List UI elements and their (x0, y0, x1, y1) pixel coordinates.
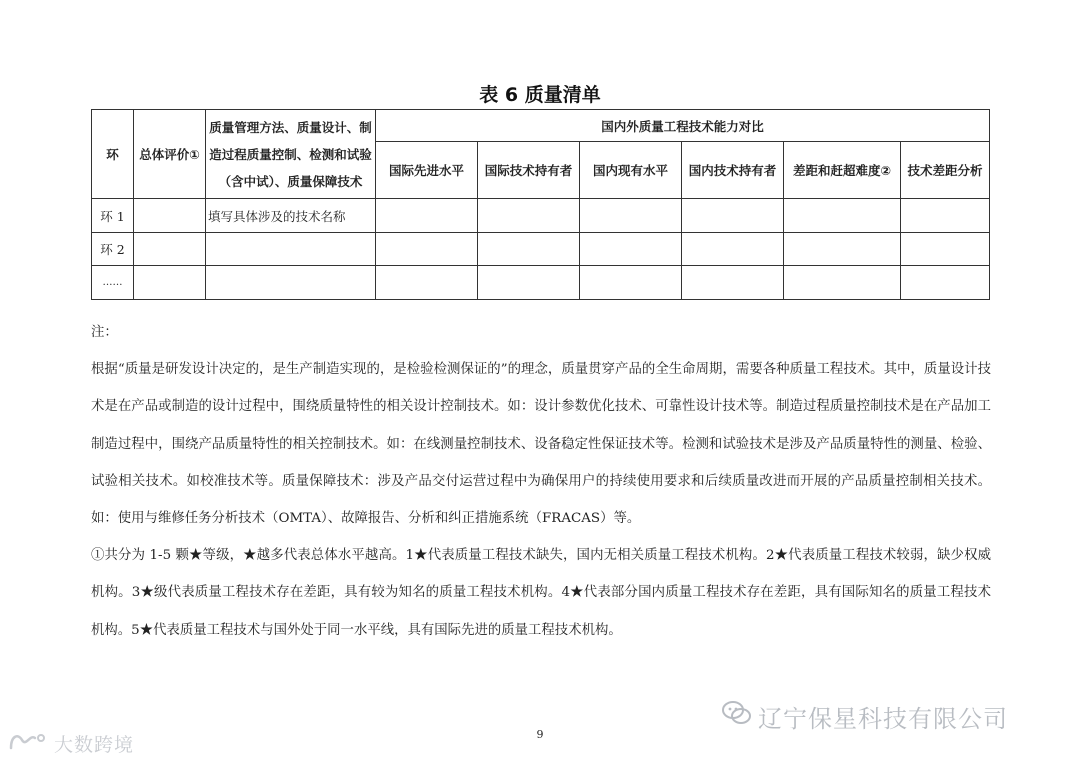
table-cell (784, 199, 901, 232)
table-cell (901, 265, 990, 299)
row-label: 环 2 (92, 232, 134, 265)
notes-paragraph-1: 根据“质量是研发设计决定的，是生产制造实现的，是检验检测保证的”的理念，质量贯穿产品的全生命周期，需要各种质量工程技术。其中，质量设计技术是在产品或制造的设计过程中，围绕质量特性的相关设计控制技术。如：设计参数优化技术、可靠性设计技术等。制造过程质量控制技术是在产品加工制造过程中，围绕产品质量特性的相关控制技术。如：在线测量控制技术、设备稳定性保证技术等。检测和试验技术是涉及产品质量特性的测量、检验、试验相关技术。如校准技术等。质量保障技术：涉及产品交付运营过程中为确保用户的持续使用要求和后续质量改进而开展的产品质量控制相关技术。如：使用与维修任务分析技术（OMTA）、故障报告、分析和纠正措施系统（FRACAS）等。 (91, 362, 991, 527)
table-cell (901, 199, 990, 232)
table-cell (206, 265, 376, 299)
notes-section (91, 314, 991, 649)
header-methods-line-2: 造过程质量控制、检测和试验 (209, 146, 372, 162)
quality-list-table (91, 109, 990, 300)
header-domestic-tech-holder: 国内技术持有者 (682, 142, 784, 199)
table-cell (376, 232, 478, 265)
table-cell (134, 199, 206, 232)
table-cell (206, 232, 376, 265)
wechat-icon (722, 700, 752, 732)
table-cell (784, 265, 901, 299)
table-cell (784, 232, 901, 265)
header-methods-line-1: 质量管理方法、质量设计、制 (209, 119, 372, 135)
brand-logo-icon (8, 730, 48, 757)
notes-paragraph-2: ①共分为 1-5 颗★等级，★越多代表总体水平越高。1★代表质量工程技术缺失，国内无相关质量工程技术机构。2★代表质量工程技术较弱，缺少权威机构。3★级代表质量工程技术存在差距，具有较为知名的质量工程技术机构。4★代表部分国内质量工程技术存在差距，具有国际知名的质量工程技术机构。5★代表质量工程技术与国外处于同一水平线，具有国际先进的质量工程技术机构。 (91, 548, 991, 638)
header-methods (206, 110, 376, 199)
notes-heading: 注： (91, 325, 118, 340)
table-cell (134, 265, 206, 299)
table-cell (580, 265, 682, 299)
header-domestic-level: 国内现有水平 (580, 142, 682, 199)
header-gap-difficulty: 差距和赶超难度② (784, 142, 901, 199)
header-intl-tech-holder: 国际技术持有者 (478, 142, 580, 199)
table-cell (478, 199, 580, 232)
table-cell (134, 232, 206, 265)
table-title: 表 6 质量清单 (479, 84, 601, 106)
table-cell: 填写具体涉及的技术名称 (206, 199, 376, 232)
watermark-company (722, 699, 1008, 733)
page-number: 9 (536, 728, 544, 741)
row-label: 环 1 (92, 199, 134, 232)
table-cell (580, 232, 682, 265)
table-cell (901, 232, 990, 265)
table-cell (478, 265, 580, 299)
row-label: …… (92, 265, 134, 299)
table-cell (376, 265, 478, 299)
table-cell (580, 199, 682, 232)
header-capability-comparison: 国内外质量工程技术能力对比 (376, 110, 990, 142)
watermark-company-text: 辽宁保星科技有限公司 (758, 704, 1008, 733)
header-overall-evaluation: 总体评价① (134, 110, 206, 199)
header-intl-advanced-level: 国际先进水平 (376, 142, 478, 199)
header-ring: 环 (92, 110, 134, 199)
table-row (92, 199, 990, 232)
table-cell (682, 199, 784, 232)
table-cell (682, 265, 784, 299)
watermark-brand (8, 728, 134, 758)
table-row (92, 265, 990, 299)
header-gap-analysis: 技术差距分析 (901, 142, 990, 199)
table-cell (682, 232, 784, 265)
table-cell (478, 232, 580, 265)
table-row (92, 232, 990, 265)
table-cell (376, 199, 478, 232)
watermark-brand-text: 大数跨境 (54, 733, 135, 756)
header-methods-line-3: （含中试）、质量保障技术 (218, 173, 363, 189)
